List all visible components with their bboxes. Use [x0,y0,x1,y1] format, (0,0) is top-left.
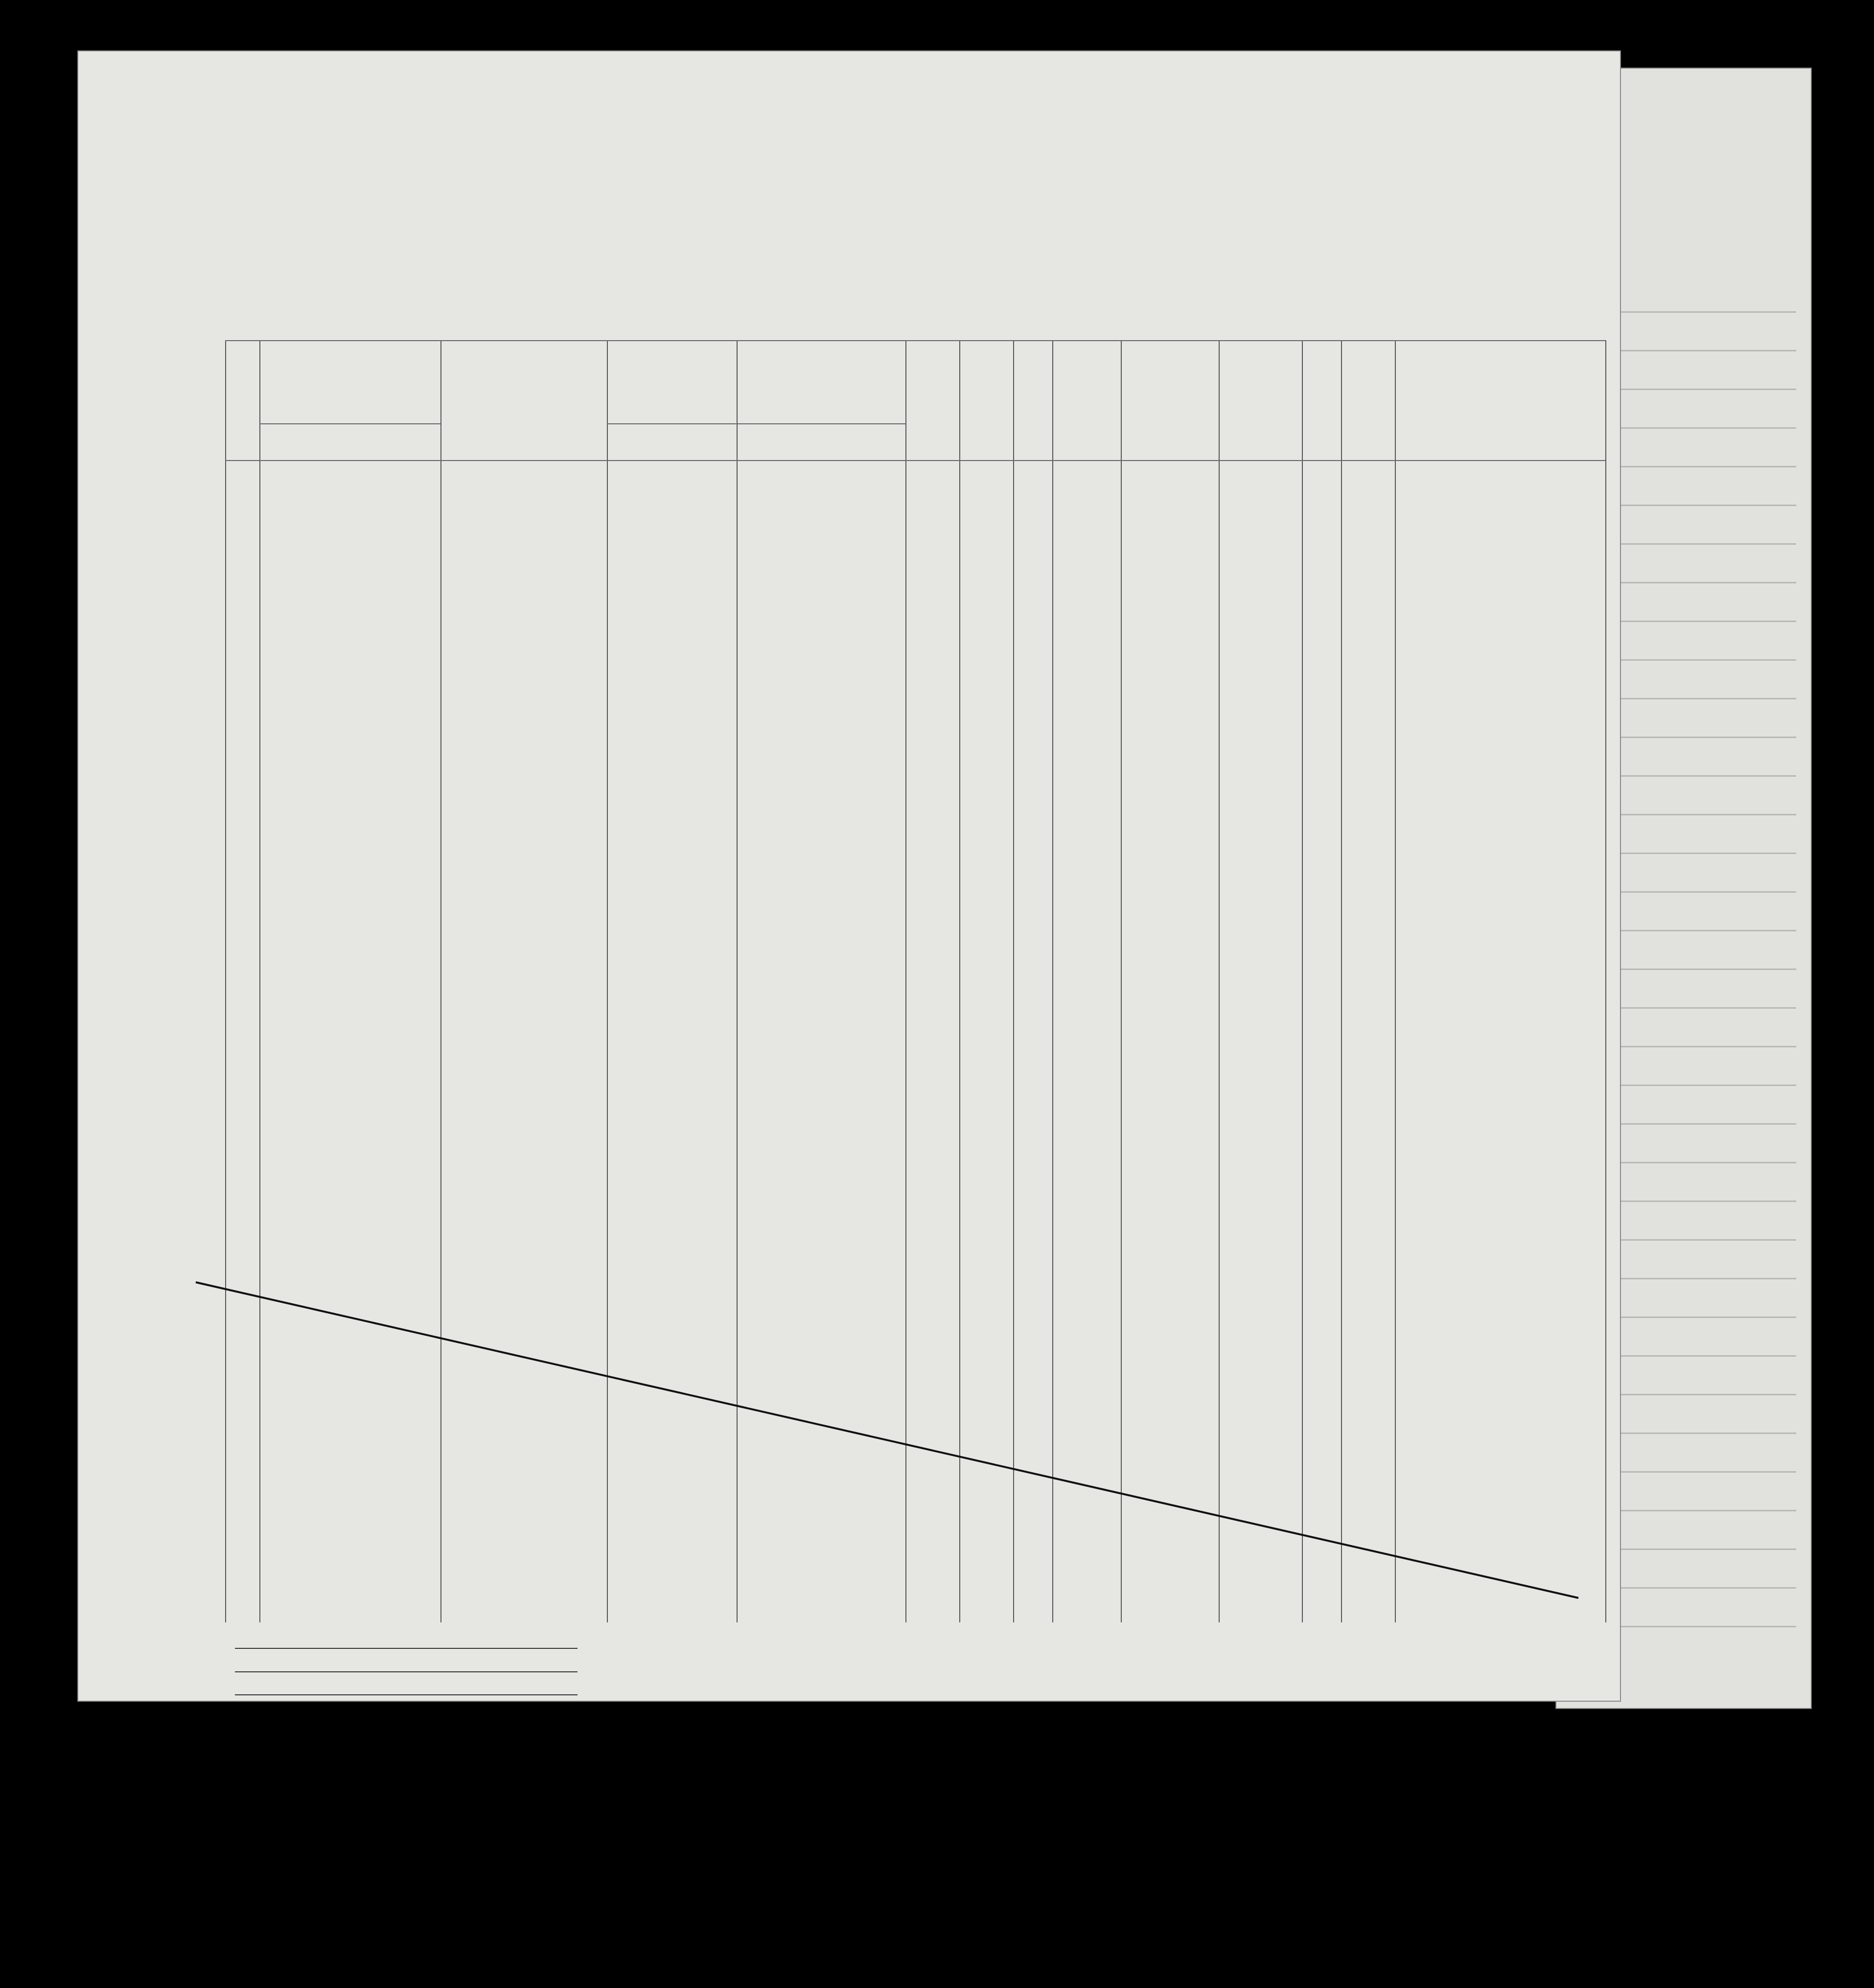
cancel-diagonal [196,1282,1578,1598]
